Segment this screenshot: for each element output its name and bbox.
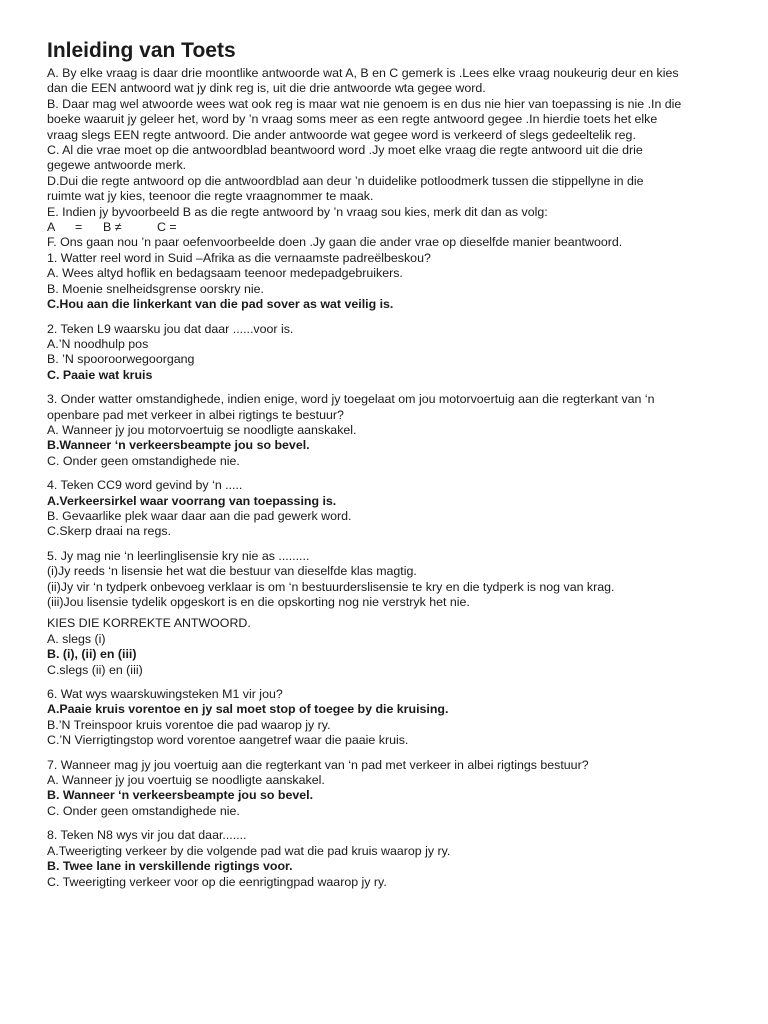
instruction-text: KIES DIE KORREKTE ANTWOORD. xyxy=(47,616,251,631)
intro-line: A. By elke vraag is daar drie moontlike antwoorde wat A, B en C gemerk is .Lees elke vraag noukeurig deur en kies xyxy=(47,66,679,80)
option-c: C. Onder geen omstandighede nie. xyxy=(47,453,240,468)
option-c: C.’N Vierrigtingstop word vorentoe aangetref waar die paaie kruis. xyxy=(47,733,409,748)
option-b-correct: B. (i), (ii) en (iii) xyxy=(47,647,137,662)
option-c: C. Onder geen omstandighede nie. xyxy=(47,803,240,818)
question-text: 4. Teken CC9 word gevind by ‘n ..... xyxy=(47,478,243,493)
question-6 xyxy=(47,687,716,749)
intro-line: C. Al die vrae moet op die antwoordblad beantwoord word .Jy moet elke vraag die regte antwoord uit die drie xyxy=(47,143,643,158)
option-b: B.’N Treinspoor kruis vorentoe die pad waarop jy ry. xyxy=(47,717,331,732)
question-text: 8. Teken N8 wys vir jou dat daar....... xyxy=(47,828,247,843)
intro-line: boeke waaruit jy geleer het, word by ’n vraag soms meer as een regte antwoord gegee .In hierdie toets het elke xyxy=(47,112,658,127)
intro-line: F. Ons gaan nou ’n paar oefenvoorbeelde doen .Jy gaan die ander vrae op dieselfde manier beantwoord. xyxy=(47,235,623,250)
option-a-correct: A.Paaie kruis vorentoe en jy sal moet stop of toegee by die kruising. xyxy=(47,702,449,717)
statement-item: (i)Jy reeds ‘n lisensie het wat die bestuur van dieselfde klas magtig. xyxy=(47,564,417,579)
option-c: C.slegs (ii) en (iii) xyxy=(47,662,143,677)
example-marks xyxy=(47,220,716,235)
intro-line: B. Daar mag wel atwoorde wees wat ook reg is maar wat nie genoem is en dus nie hier van toepassing is nie .In die xyxy=(47,96,682,111)
option-c-correct: C.Hou aan die linkerkant van die pad sover as wat veilig is. xyxy=(47,297,394,312)
question-2 xyxy=(47,322,716,384)
question-5 xyxy=(47,549,716,678)
question-text: openbare pad met verkeer in albei rigtings te bestuur? xyxy=(47,407,344,422)
option-a: A. Wees altyd hoflik en bedagsaam teenoor medepadgebruikers. xyxy=(47,266,403,281)
option-a: A.Tweerigting verkeer by die volgende pad wat die pad kruis waarop jy ry. xyxy=(47,843,451,858)
question-7 xyxy=(47,758,716,820)
intro-line: D.Dui die regte antwoord op die antwoordblad aan deur ’n duidelike potloodmerk tussen die stippellyne in die xyxy=(47,173,644,188)
question-3 xyxy=(47,392,716,469)
option-b-correct: B. Twee lane in verskillende rigtings voor. xyxy=(47,859,293,874)
option-b: B. Moenie snelheidsgrense oorskry nie. xyxy=(47,281,264,296)
option-c: C.Skerp draai na regs. xyxy=(47,524,171,539)
question-text: 5. Jy mag nie ‘n leerlinglisensie kry nie as ......... xyxy=(47,548,310,563)
statement-item: (ii)Jy vir ‘n tydperk onbevoeg verklaar is om ‘n bestuurderslisensie te kry en die tydperk is nog van krag. xyxy=(47,579,615,594)
intro-section xyxy=(47,66,716,251)
question-text: 1. Watter reel word in Suid –Afrika as die vernaamste padreëlbeskou? xyxy=(47,250,431,265)
question-8 xyxy=(47,828,716,890)
intro-line: ruimte wat jy kies, teenoor die regte vraagnommer te maak. xyxy=(47,189,374,204)
question-1 xyxy=(47,251,716,313)
question-text: 2. Teken L9 waarsku jou dat daar ......voor is. xyxy=(47,321,294,336)
intro-line: E. Indien jy byvoorbeeld B as die regte antwoord by ’n vraag sou kies, merk dit dan as volg: xyxy=(47,204,548,219)
example-a: A xyxy=(47,220,56,235)
option-b: B. ’N spooroorwegoorgang xyxy=(47,352,195,367)
option-b-correct: B.Wanneer ‘n verkeersbeampte jou so bevel. xyxy=(47,438,310,453)
example-c: C = xyxy=(157,220,177,235)
option-a: A. slegs (i) xyxy=(47,631,106,646)
option-a: A.’N noodhulp pos xyxy=(47,336,149,351)
option-c-correct: C. Paaie wat kruis xyxy=(47,367,153,382)
option-b: B. Gevaarlike plek waar daar aan die pad gewerk word. xyxy=(47,508,352,523)
example-equals: = xyxy=(75,220,83,235)
option-c: C. Tweerigting verkeer voor op die eenrigtingpad waarop jy ry. xyxy=(47,874,387,889)
statement-item: (iii)Jou lisensie tydelik opgeskort is en die opskorting nog nie verstryk het nie. xyxy=(47,595,470,609)
option-a: A. Wanneer jy jou voertuig se noodligte aanskakel. xyxy=(47,773,325,788)
page-title: Inleiding van Toets xyxy=(47,39,236,62)
question-text: 6. Wat wys waarskuwingsteken M1 vir jou? xyxy=(47,687,283,702)
question-text: 3. Onder watter omstandighede, indien enige, word jy toegelaat om jou motorvoertuig aan die regterkant van ‘n xyxy=(47,392,655,407)
question-text: 7. Wanneer mag jy jou voertuig aan die regterkant van ‘n pad met verkeer in albei rigtings bestuur? xyxy=(47,757,589,772)
question-4 xyxy=(47,478,716,540)
option-a: A. Wanneer jy jou motorvoertuig se noodligte aanskakel. xyxy=(47,422,357,437)
option-a-correct: A.Verkeersirkel waar voorrang van toepassing is. xyxy=(47,493,337,508)
intro-line: vraag slegs EEN regte antwoord. Die ander antwoorde wat gegee word is verkeerd of slegs gedeeltelik reg. xyxy=(47,127,636,142)
example-b: B ≠ xyxy=(103,220,122,235)
option-b-correct: B. Wanneer ‘n verkeersbeampte jou so bevel. xyxy=(47,788,314,803)
intro-line: dan die EEN antwoord wat jy dink reg is, uit die drie antwoorde wta gegee word. xyxy=(47,81,486,96)
intro-line: gegewe antwoorde merk. xyxy=(47,158,187,173)
